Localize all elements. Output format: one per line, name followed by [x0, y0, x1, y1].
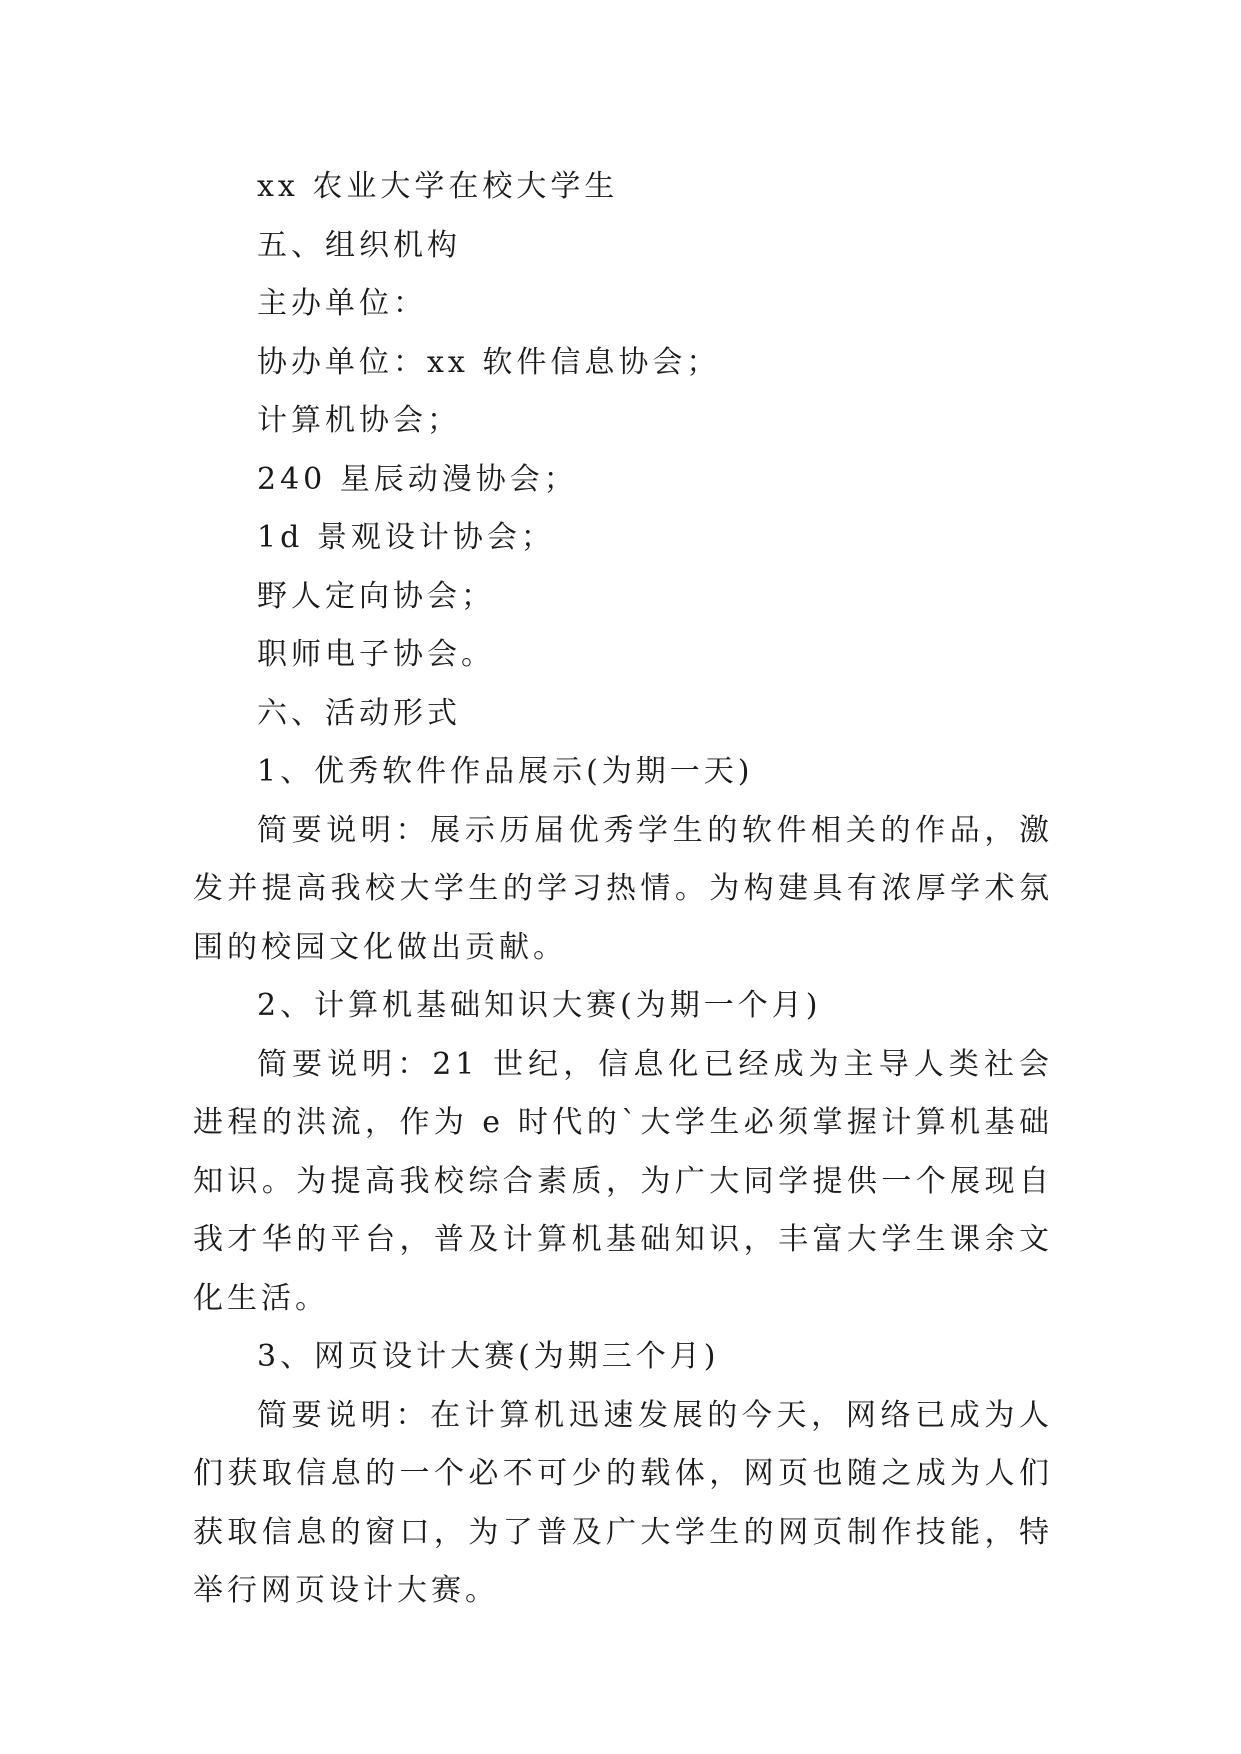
paragraph-host-unit: 主办单位：: [257, 286, 427, 321]
paragraph-co-host-unit: 协办单位：xx 软件信息协会；: [257, 344, 721, 380]
list-item-software-showcase: 1、优秀软件作品展示(为期一天): [257, 754, 754, 789]
paragraph-computer-knowledge-description: 简要说明：21 世纪，信息化已经成为主导人类社会进程的洪流，作为 e 时代的`大学生必须掌握计算机基础知识。为提高我校综合素质，为广大同学提供一个展现自我才华的平台，普及计算机基础知识，丰富大学生课余文化生活。: [193, 1046, 1053, 1316]
paragraph-target-audience: xx 农业大学在校大学生: [257, 169, 619, 204]
paragraph-orienteering-association: 野人定向协会；: [257, 578, 495, 614]
paragraph-anime-association: 240 星辰动漫协会；: [257, 461, 578, 497]
section-heading-organization: 五、组织机构: [257, 227, 461, 263]
paragraph-computer-association: 计算机协会；: [257, 403, 461, 438]
list-item-web-design-contest: 3、网页设计大赛(为期三个月): [257, 1339, 720, 1374]
paragraph-landscape-association: 1d 景观设计协会；: [257, 520, 555, 555]
paragraph-software-showcase-description: 简要说明：展示历届优秀学生的软件相关的作品，激发并提高我校大学生的学习热情。为构建具有浓厚学术氛围的校园文化做出贡献。: [193, 812, 1053, 965]
document-body: [193, 158, 1053, 1621]
section-heading-activity-format: 六、活动形式: [257, 695, 461, 731]
list-item-computer-knowledge-contest: 2、计算机基础知识大赛(为期一个月): [257, 988, 822, 1023]
paragraph-web-design-description: 简要说明：在计算机迅速发展的今天，网络已成为人们获取信息的一个必不可少的载体，网页也随之成为人们获取信息的窗口，为了普及广大学生的网页制作技能，特举行网页设计大赛。: [193, 1397, 1053, 1608]
paragraph-electronics-association: 职师电子协会。: [257, 637, 495, 672]
